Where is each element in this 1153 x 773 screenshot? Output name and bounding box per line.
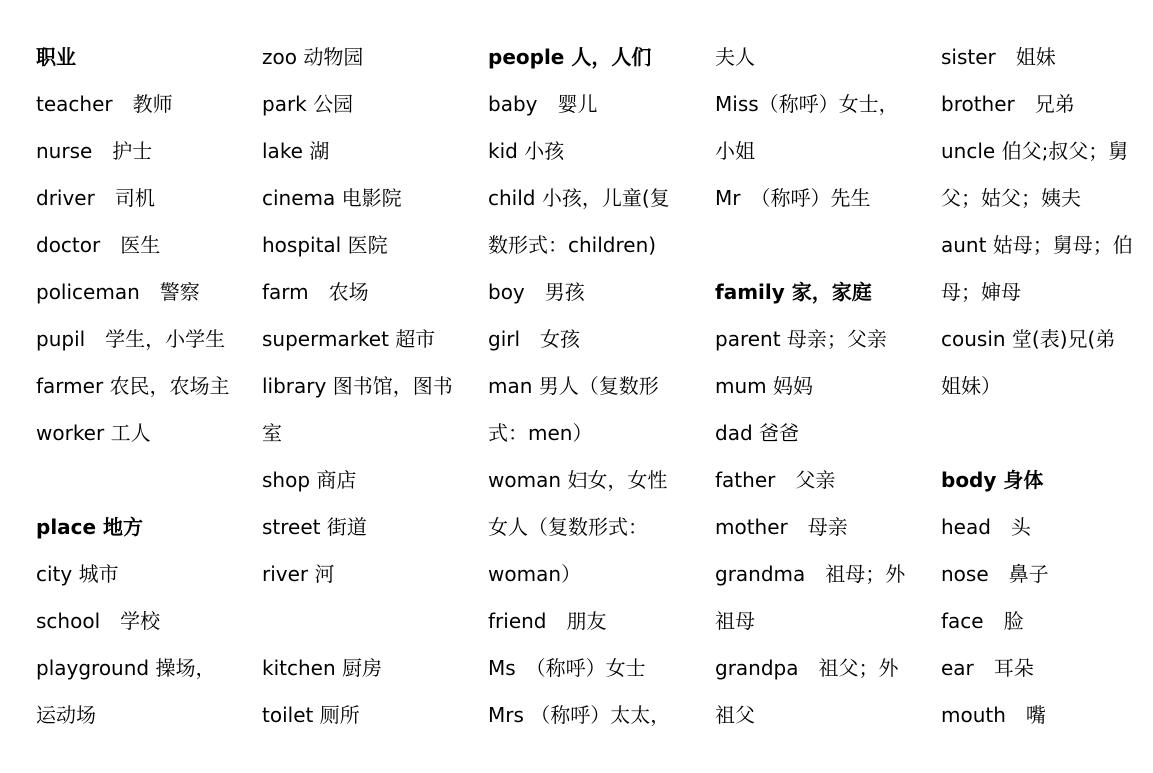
vocabulary-entry: zoo 动物园 xyxy=(262,45,364,69)
vocabulary-entry: girl 女孩 xyxy=(488,327,581,351)
vocabulary-entry: street 街道 xyxy=(262,515,367,539)
vocabulary-entry: playground 操场， xyxy=(36,656,216,680)
vocabulary-entry: 祖母 xyxy=(715,609,755,633)
vocabulary-column-2 xyxy=(262,34,477,739)
vocabulary-entry: boy 男孩 xyxy=(488,280,585,304)
vocabulary-entry: toilet 厕所 xyxy=(262,703,360,727)
vocabulary-entry: school 学校 xyxy=(36,609,161,633)
category-heading: family 家，家庭 xyxy=(715,280,872,304)
vocabulary-entry: worker 工人 xyxy=(36,421,151,445)
vocabulary-column-5 xyxy=(941,34,1153,739)
vocabulary-entry: Mr （称呼）先生 xyxy=(715,186,871,210)
vocabulary-entry: man 男人（复数形 xyxy=(488,374,659,398)
blank-line xyxy=(715,222,930,269)
vocabulary-entry: 式：men） xyxy=(488,421,593,445)
vocabulary-column-1 xyxy=(36,34,251,739)
vocabulary-entry: 运动场 xyxy=(36,703,96,727)
vocabulary-entry: 母；婶母 xyxy=(941,280,1021,304)
vocabulary-entry: policeman 警察 xyxy=(36,280,200,304)
category-heading: people 人，人们 xyxy=(488,45,652,69)
vocabulary-entry: grandma 祖母；外 xyxy=(715,562,906,586)
vocabulary-entry: cousin 堂(表)兄(弟 xyxy=(941,327,1116,351)
vocabulary-entry: teacher 教师 xyxy=(36,92,173,116)
vocabulary-entry: woman） xyxy=(488,562,582,586)
category-heading: place 地方 xyxy=(36,515,144,539)
vocabulary-entry: doctor 医生 xyxy=(36,233,161,257)
vocabulary-entry: face 脸 xyxy=(941,609,1024,633)
vocabulary-entry: head 头 xyxy=(941,515,1031,539)
vocabulary-entry: aunt 姑母；舅母；伯 xyxy=(941,233,1133,257)
vocabulary-entry: mum 妈妈 xyxy=(715,374,813,398)
blank-line xyxy=(262,598,477,645)
vocabulary-entry: 女人（复数形式： xyxy=(488,515,648,539)
vocabulary-entry: baby 婴儿 xyxy=(488,92,598,116)
vocabulary-entry: supermarket 超市 xyxy=(262,327,436,351)
vocabulary-entry: cinema 电影院 xyxy=(262,186,402,210)
blank-line xyxy=(36,457,251,504)
vocabulary-entry: pupil 学生，小学生 xyxy=(36,327,226,351)
vocabulary-entry: nurse 护士 xyxy=(36,139,153,163)
vocabulary-entry: friend 朋友 xyxy=(488,609,607,633)
vocabulary-entry: mouth 嘴 xyxy=(941,703,1046,727)
vocabulary-entry: city 城市 xyxy=(36,562,119,586)
vocabulary-entry: farmer 农民，农场主 xyxy=(36,374,230,398)
vocabulary-entry: shop 商店 xyxy=(262,468,357,492)
vocabulary-column-4 xyxy=(715,34,930,739)
vocabulary-entry: library 图书馆，图书 xyxy=(262,374,453,398)
vocabulary-entry: Ms （称呼）女士 xyxy=(488,656,646,680)
vocabulary-entry: Mrs （称呼）太太， xyxy=(488,703,671,727)
vocabulary-column-3 xyxy=(488,34,703,739)
vocabulary-entry: uncle 伯父;叔父；舅 xyxy=(941,139,1129,163)
vocabulary-entry: brother 兄弟 xyxy=(941,92,1075,116)
vocabulary-entry: child 小孩，儿童(复 xyxy=(488,186,670,210)
vocabulary-entry: park 公园 xyxy=(262,92,354,116)
vocabulary-entry: kitchen 厨房 xyxy=(262,656,382,680)
vocabulary-entry: lake 湖 xyxy=(262,139,330,163)
vocabulary-entry: driver 司机 xyxy=(36,186,155,210)
category-heading: body 身体 xyxy=(941,468,1044,492)
vocabulary-entry: sister 姐妹 xyxy=(941,45,1056,69)
vocabulary-entry: 夫人 xyxy=(715,45,755,69)
vocabulary-entry: 父；姑父；姨夫 xyxy=(941,186,1081,210)
vocabulary-entry: Miss（称呼）女士， xyxy=(715,92,899,116)
vocabulary-entry: father 父亲 xyxy=(715,468,836,492)
vocabulary-entry: nose 鼻子 xyxy=(941,562,1049,586)
vocabulary-entry: ear 耳朵 xyxy=(941,656,1034,680)
vocabulary-entry: kid 小孩 xyxy=(488,139,565,163)
vocabulary-entry: 室 xyxy=(262,421,282,445)
category-heading: 职业 xyxy=(36,45,76,69)
vocabulary-entry: 小姐 xyxy=(715,139,755,163)
vocabulary-entry: grandpa 祖父；外 xyxy=(715,656,899,680)
vocabulary-entry: 祖父 xyxy=(715,703,755,727)
blank-line xyxy=(941,410,1153,457)
vocabulary-entry: river 河 xyxy=(262,562,335,586)
vocabulary-entry: 数形式：children) xyxy=(488,233,657,257)
vocabulary-entry: hospital 医院 xyxy=(262,233,388,257)
vocabulary-entry: mother 母亲 xyxy=(715,515,848,539)
vocabulary-entry: dad 爸爸 xyxy=(715,421,800,445)
vocabulary-entry: farm 农场 xyxy=(262,280,369,304)
vocabulary-entry: 姐妹） xyxy=(941,374,1001,398)
vocabulary-entry: woman 妇女，女性 xyxy=(488,468,668,492)
vocabulary-entry: parent 母亲；父亲 xyxy=(715,327,887,351)
